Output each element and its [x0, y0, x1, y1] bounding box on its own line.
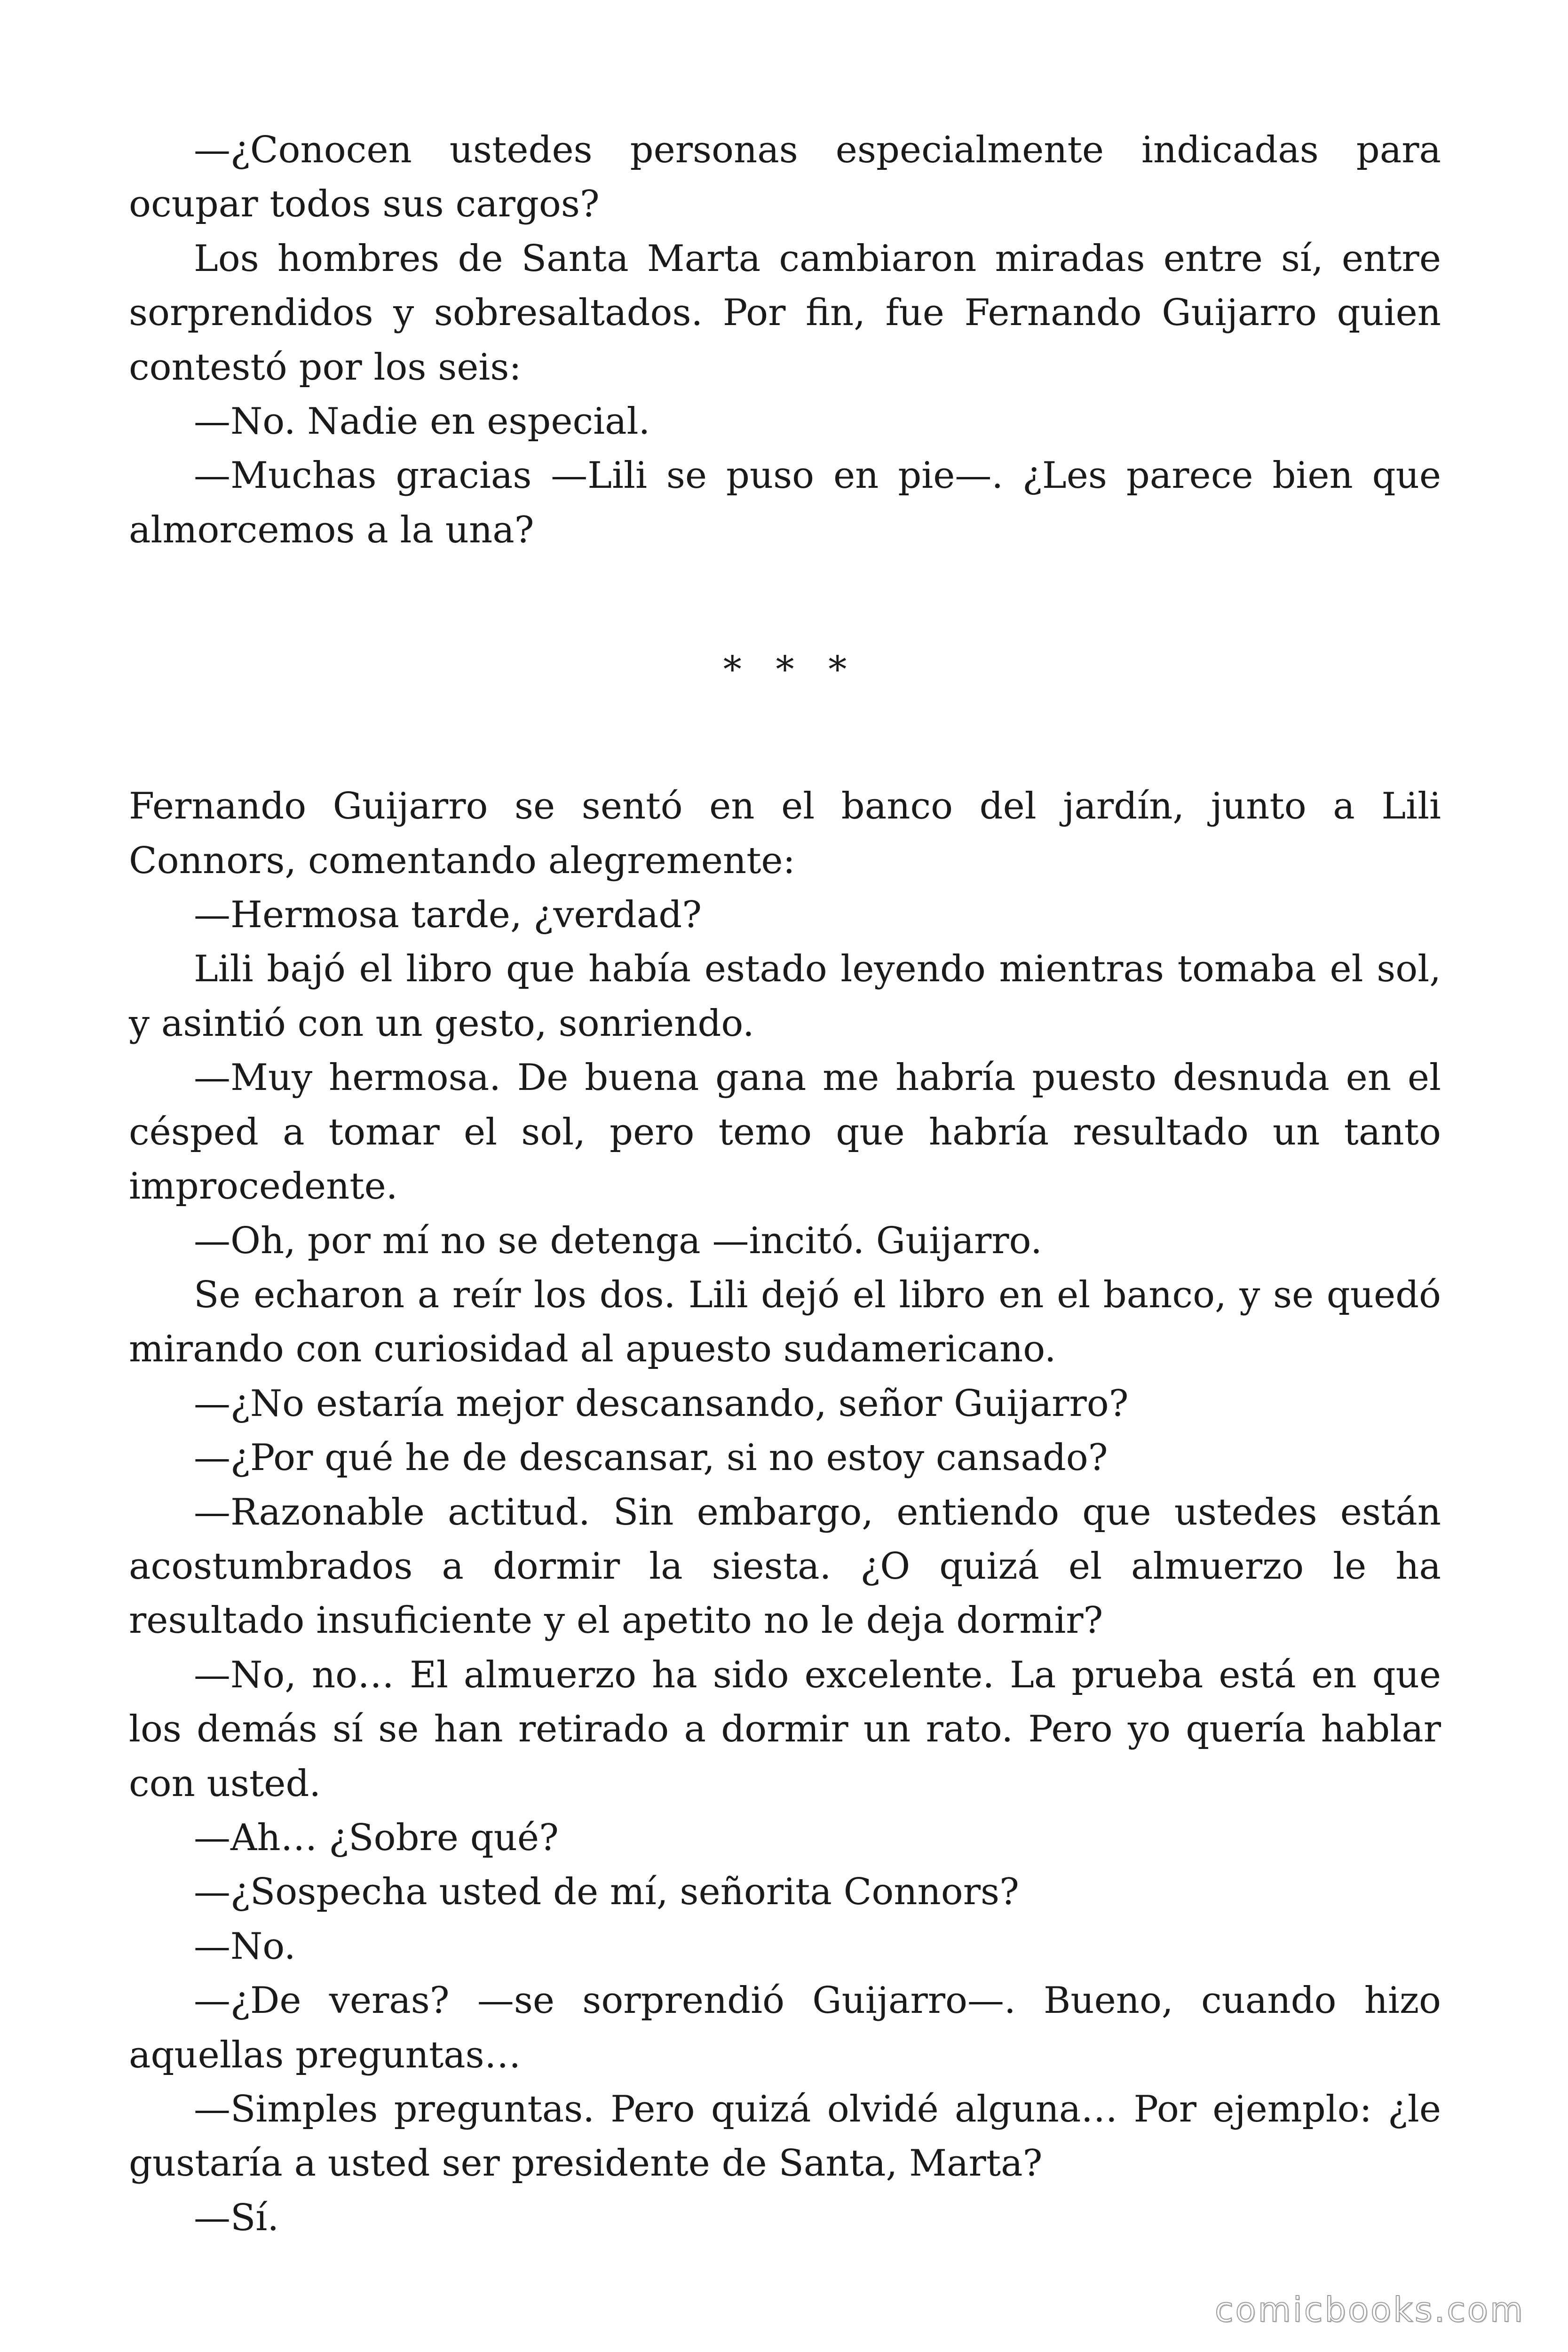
paragraph: —Razonable actitud. Sin embargo, entiendo que ustedes están acostumbrados a dormir la siesta. ¿O quizá el almuerzo le ha resultado insuficiente y el apetito no le deja dormir? [129, 1491, 1441, 1642]
paragraph: Lili bajó el libro que había estado leyendo mientras tomaba el sol, y asintió con un gesto, sonriendo. [129, 948, 1441, 1045]
paragraph: Se echaron a reír los dos. Lili dejó el libro en el banco, y se quedó mirando con curiosidad al apuesto sudamericano. [129, 1273, 1441, 1371]
paragraph: —Ah… ¿Sobre qué? [194, 1816, 559, 1859]
watermark-logo: comicbooks.com [1214, 2290, 1525, 2329]
paragraph: —Muy hermosa. De buena gana me habría puesto desnuda en el césped a tomar el sol, pero temo que habría resultado un tanto improcedente. [129, 1057, 1441, 1208]
paragraph: Los hombres de Santa Marta cambiaron miradas entre sí, entre sorprendidos y sobresaltados. Por fin, fue Fernando Guijarro quien contestó por los seis: [129, 237, 1441, 389]
paragraph: —Simples preguntas. Pero quizá olvidé alguna… Por ejemplo: ¿le gustaría a usted ser presidente de Santa, Marta? [129, 2088, 1441, 2185]
paragraph: —¿Por qué he de descansar, si no estoy cansado? [194, 1437, 1108, 1479]
spacer [129, 557, 1441, 643]
paragraph: —Oh, por mí no se detenga —incitó. Guijarro. [194, 1219, 1042, 1262]
spacer [129, 697, 1441, 779]
paragraph: —No, no… El almuerzo ha sido excelente. La prueba está en que los demás sí se han retirado a dormir un rato. Pero yo quería hablar con usted. [129, 1653, 1441, 1805]
paragraph: —¿De veras? —se sorprendió Guijarro—. Bueno, cuando hizo aquellas preguntas… [129, 1979, 1441, 2076]
text-block-after-separator [129, 779, 1441, 2245]
text-block-before-separator [129, 123, 1441, 557]
paragraph: —¿No estaría mejor descansando, señor Guijarro? [194, 1382, 1129, 1425]
paragraph: —Sí. [194, 2196, 279, 2239]
paragraph: —No. [194, 1925, 296, 1968]
paragraph: —No. Nadie en especial. [194, 400, 650, 443]
paragraph: —Muchas gracias —Lili se puso en pie—. ¿Les parece bien que almorcemos a la una? [129, 454, 1441, 551]
page-body [129, 123, 1441, 2245]
paragraph: Fernando Guijarro se sentó en el banco del jardín, junto a Lili Connors, comentando alegremente: [129, 785, 1441, 882]
paragraph: —Hermosa tarde, ¿verdad? [194, 894, 702, 937]
section-separator: * * * [723, 649, 858, 691]
paragraph: —¿Conocen ustedes personas especialmente indicadas para ocupar todos sus cargos? [129, 129, 1441, 226]
paragraph: —¿Sospecha usted de mí, señorita Connors? [194, 1871, 1019, 1914]
